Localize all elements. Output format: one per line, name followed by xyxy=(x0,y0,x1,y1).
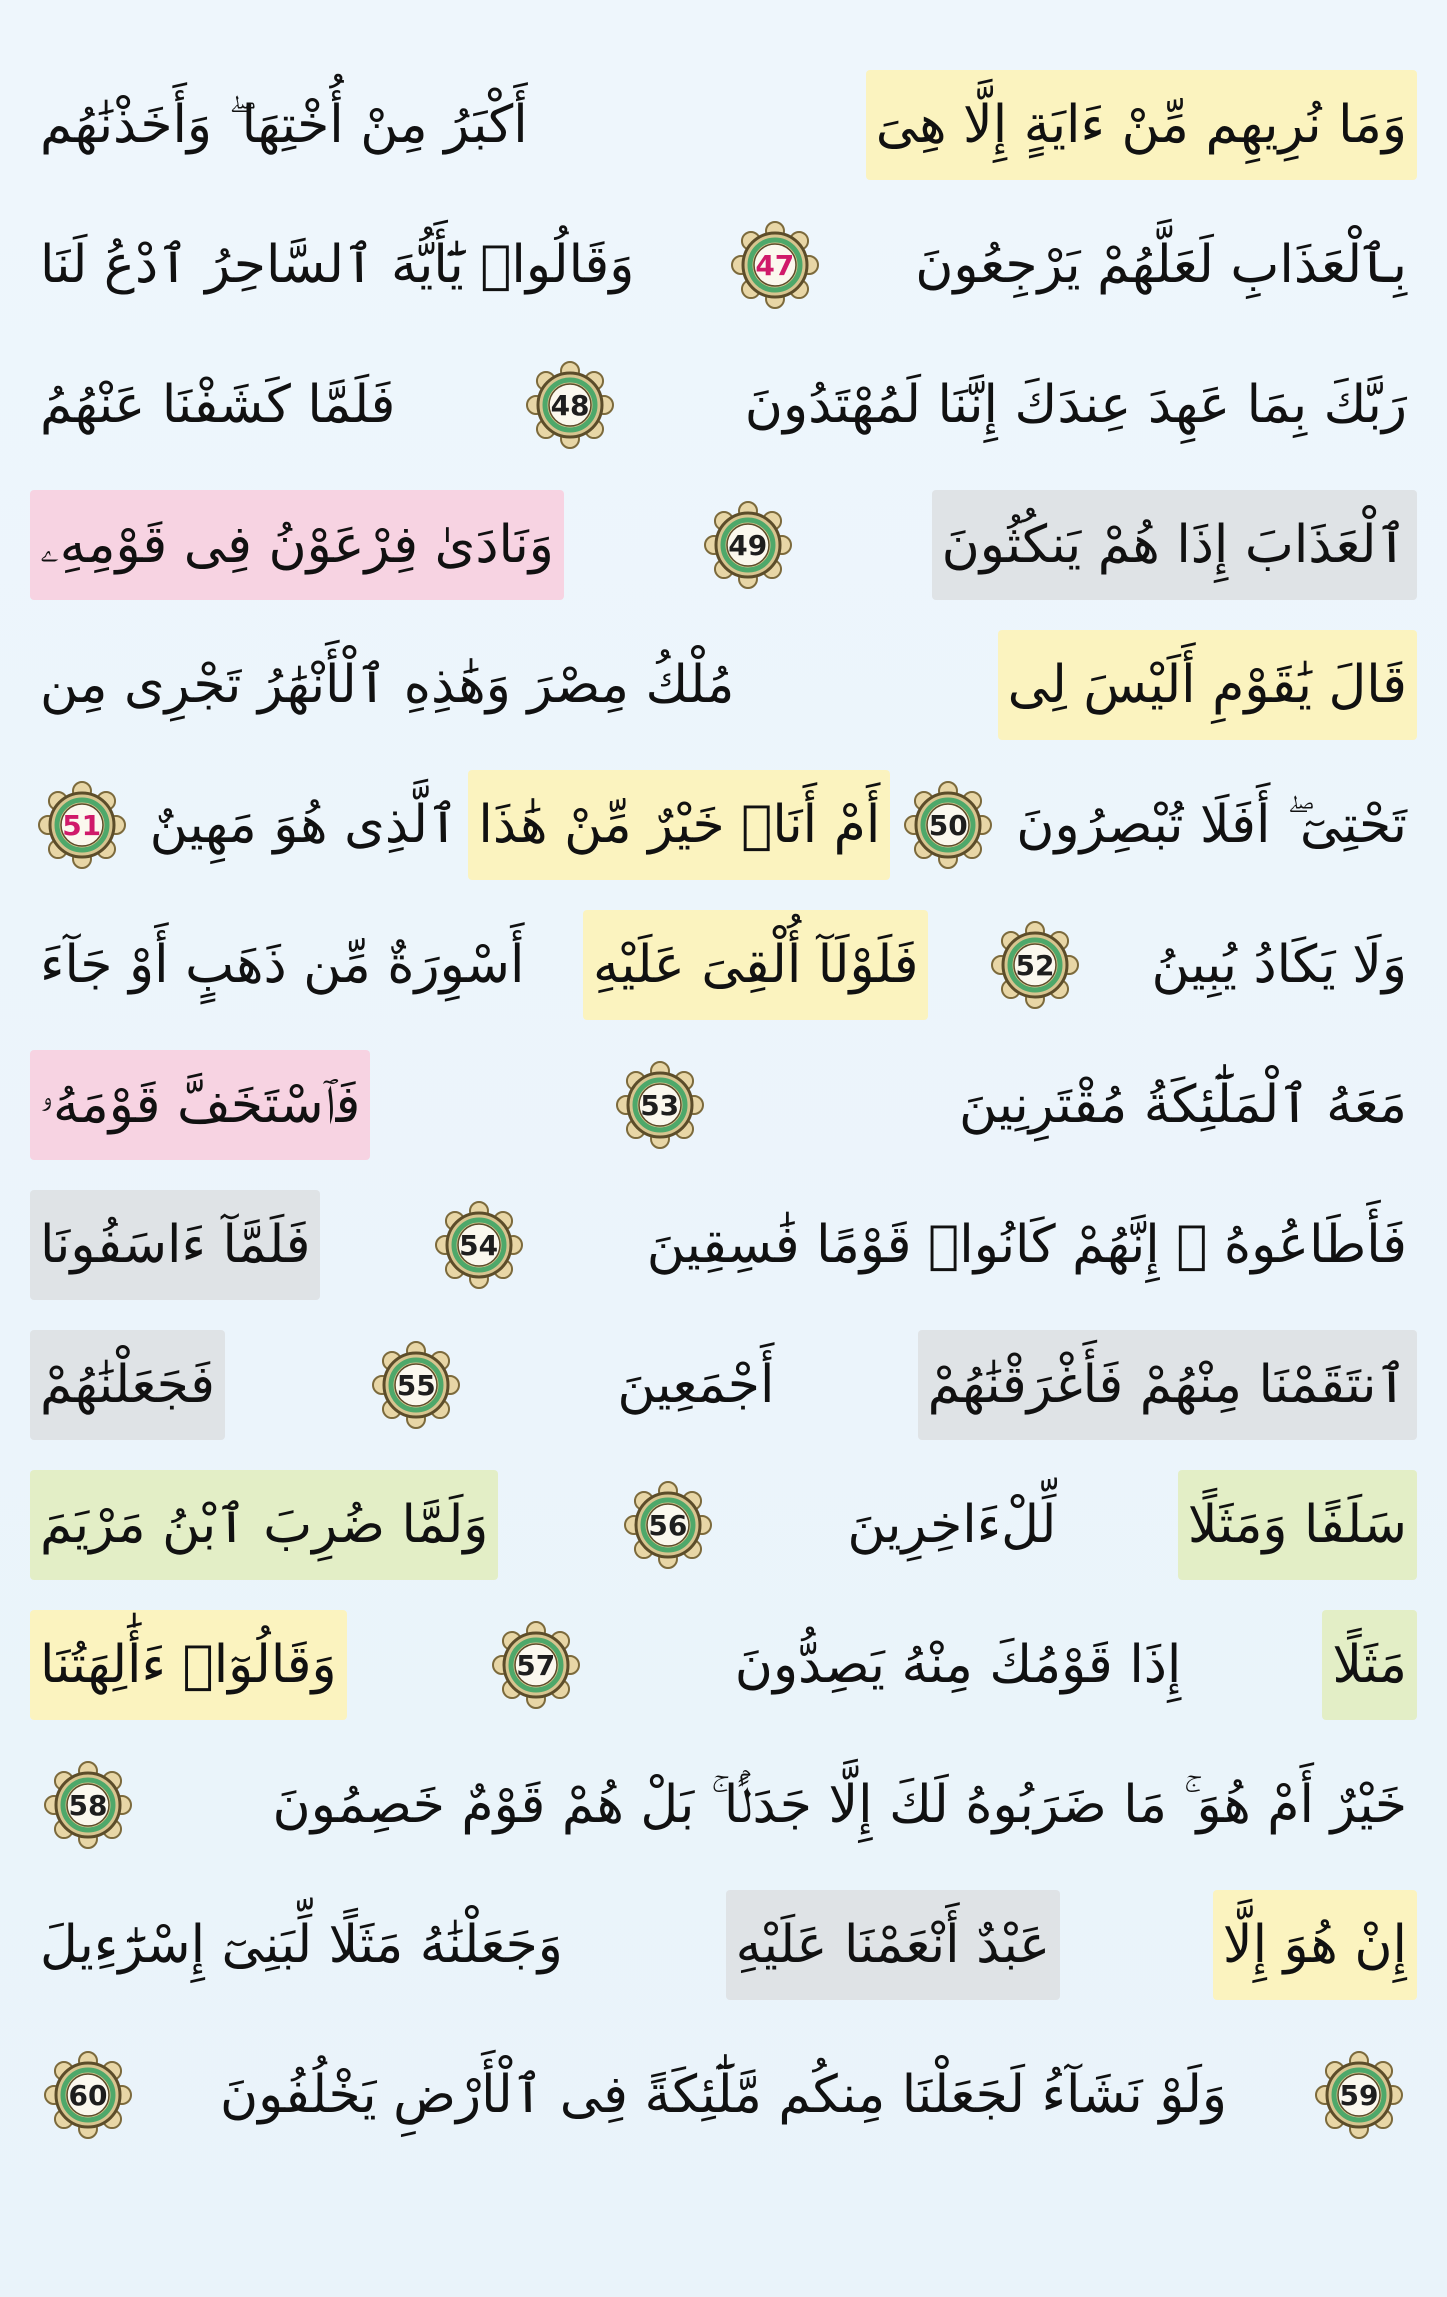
verse-text: قَالَ يَٰقَوْمِ أَلَيْسَ لِى xyxy=(998,630,1417,740)
verse-text: وَلَوْ نَشَآءُ لَجَعَلْنَا مِنكُم مَّلَٰٓئِكَةً فِى ٱلْأَرْضِ يَخْلُفُونَ xyxy=(219,2065,1228,2125)
verse-text: ٱلْعَذَابَ إِذَا هُمْ يَنكُثُونَ xyxy=(932,490,1417,600)
verse-line xyxy=(30,195,1417,335)
ayah-number: 57 xyxy=(516,1648,556,1682)
verse-line xyxy=(30,1175,1417,1315)
verse-text: وَقَالُوٓا۟ ءَأَٰلِهَتُنَا xyxy=(30,1610,347,1720)
ayah-number: 49 xyxy=(728,528,768,562)
ayah-number-marker xyxy=(700,497,796,593)
ayah-number-marker xyxy=(612,1057,708,1153)
verse-text: مَعَهُ ٱلْمَلَٰٓئِكَةُ مُقْتَرِنِينَ xyxy=(958,1075,1407,1135)
verse-line xyxy=(30,615,1417,755)
ayah-number: 54 xyxy=(459,1228,499,1262)
verse-text: فَلَمَّا كَشَفْنَا عَنْهُمُ xyxy=(40,375,396,435)
verse-line xyxy=(30,335,1417,475)
verse-text: عَبْدٌ أَنْعَمْنَا عَلَيْهِ xyxy=(726,1890,1061,2000)
ayah-number-marker xyxy=(40,1757,136,1853)
ayah-number: 50 xyxy=(928,808,968,842)
verse-text: أَسْوِرَةٌ مِّن ذَهَبٍ أَوْ جَآءَ xyxy=(40,935,525,995)
verse-text: فَلَوْلَآ أُلْقِىَ عَلَيْهِ xyxy=(583,910,928,1020)
verse-text: إِذَا قَوْمُكَ مِنْهُ يَصِدُّونَ xyxy=(734,1635,1182,1695)
ayah-number-marker xyxy=(620,1477,716,1573)
verse-line xyxy=(30,1035,1417,1175)
ayah-number-marker xyxy=(987,917,1083,1013)
ayah-number: 51 xyxy=(62,808,102,842)
verse-text: فَلَمَّآ ءَاسَفُونَا xyxy=(30,1190,320,1300)
ayah-number: 53 xyxy=(640,1088,680,1122)
ayah-number-marker xyxy=(1311,2047,1407,2143)
ayah-number-marker xyxy=(488,1617,584,1713)
verse-text: مُلْكُ مِصْرَ وَهَٰذِهِ ٱلْأَنْهَٰرُ تَجْرِى مِن xyxy=(40,655,735,715)
verse-text: وَلَمَّا ضُرِبَ ٱبْنُ مَرْيَمَ xyxy=(30,1470,498,1580)
verse-text: سَلَفًا وَمَثَلًا xyxy=(1178,1470,1417,1580)
verse-text: إِنْ هُوَ إِلَّا xyxy=(1213,1890,1417,2000)
ayah-number: 60 xyxy=(68,2078,108,2112)
ayah-number-marker xyxy=(522,357,618,453)
ayah-number-marker xyxy=(368,1337,464,1433)
ayah-number-marker xyxy=(34,777,130,873)
verse-text: ٱنتَقَمْنَا مِنْهُمْ فَأَغْرَقْنَٰهُمْ xyxy=(918,1330,1417,1440)
verse-text: مَثَلًا xyxy=(1322,1610,1417,1720)
ayah-number: 48 xyxy=(550,388,590,422)
verse-line xyxy=(30,895,1417,1035)
verse-line xyxy=(30,55,1417,195)
verse-text: فَٱسْتَخَفَّ قَوْمَهُۥ xyxy=(30,1050,370,1160)
verse-text: فَجَعَلْنَٰهُمْ xyxy=(30,1330,225,1440)
ayah-number-marker xyxy=(431,1197,527,1293)
verse-text: لِّلْءَاخِرِينَ xyxy=(847,1495,1057,1555)
verse-text: فَأَطَاعُوهُ ۚ إِنَّهُمْ كَانُوا۟ قَوْمًا فَٰسِقِينَ xyxy=(646,1215,1407,1275)
ayah-number-marker xyxy=(40,2047,136,2143)
verse-line xyxy=(30,2025,1417,2165)
verse-line xyxy=(30,1595,1417,1735)
verse-text: وَقَالُوا۟ يَٰٓأَيُّهَ ٱلسَّاحِرُ ٱدْعُ لَنَا xyxy=(40,235,635,295)
verse-text: خَيْرٌ أَمْ هُوَ ۚ مَا ضَرَبُوهُ لَكَ إِلَّا جَدَلًۢا ۚ بَلْ هُمْ قَوْمٌ خَصِمُونَ xyxy=(272,1775,1407,1835)
verse-line xyxy=(30,1455,1417,1595)
verse-line xyxy=(30,475,1417,615)
ayah-number: 55 xyxy=(396,1368,436,1402)
ayah-number-marker xyxy=(900,777,996,873)
ayah-number: 59 xyxy=(1339,2078,1379,2112)
verse-text: وَنَادَىٰ فِرْعَوْنُ فِى قَوْمِهِۦ xyxy=(30,490,564,600)
verse-line xyxy=(30,1875,1417,2015)
verse-line xyxy=(30,1735,1417,1875)
verse-text: بِٱلْعَذَابِ لَعَلَّهُمْ يَرْجِعُونَ xyxy=(915,235,1407,295)
verse-text: ٱلَّذِى هُوَ مَهِينٌ xyxy=(149,795,459,855)
ayah-number: 52 xyxy=(1015,948,1055,982)
verse-text: وَجَعَلْنَٰهُ مَثَلًا لِّبَنِىٓ إِسْرَٰٓءِيلَ xyxy=(40,1915,563,1975)
verse-line xyxy=(30,755,1417,895)
ayah-number: 58 xyxy=(68,1788,108,1822)
verse-line xyxy=(30,1315,1417,1455)
ayah-number: 47 xyxy=(755,248,795,282)
verse-text: أَمْ أَنَا۠ خَيْرٌ مِّنْ هَٰذَا xyxy=(468,770,890,880)
verse-text: وَمَا نُرِيهِم مِّنْ ءَايَةٍ إِلَّا هِىَ xyxy=(866,70,1417,180)
verse-text: وَلَا يَكَادُ يُبِينُ xyxy=(1151,935,1407,995)
verse-text: تَحْتِىٓ ۖ أَفَلَا تُبْصِرُونَ xyxy=(1016,795,1407,855)
verse-text: أَكْبَرُ مِنْ أُخْتِهَا ۖ وَأَخَذْنَٰهُم xyxy=(40,95,528,155)
verse-text: أَجْمَعِينَ xyxy=(617,1355,775,1415)
verse-text: رَبَّكَ بِمَا عَهِدَ عِندَكَ إِنَّنَا لَمُهْتَدُونَ xyxy=(744,375,1407,435)
ayah-number: 56 xyxy=(648,1508,688,1542)
ayah-number-marker xyxy=(727,217,823,313)
